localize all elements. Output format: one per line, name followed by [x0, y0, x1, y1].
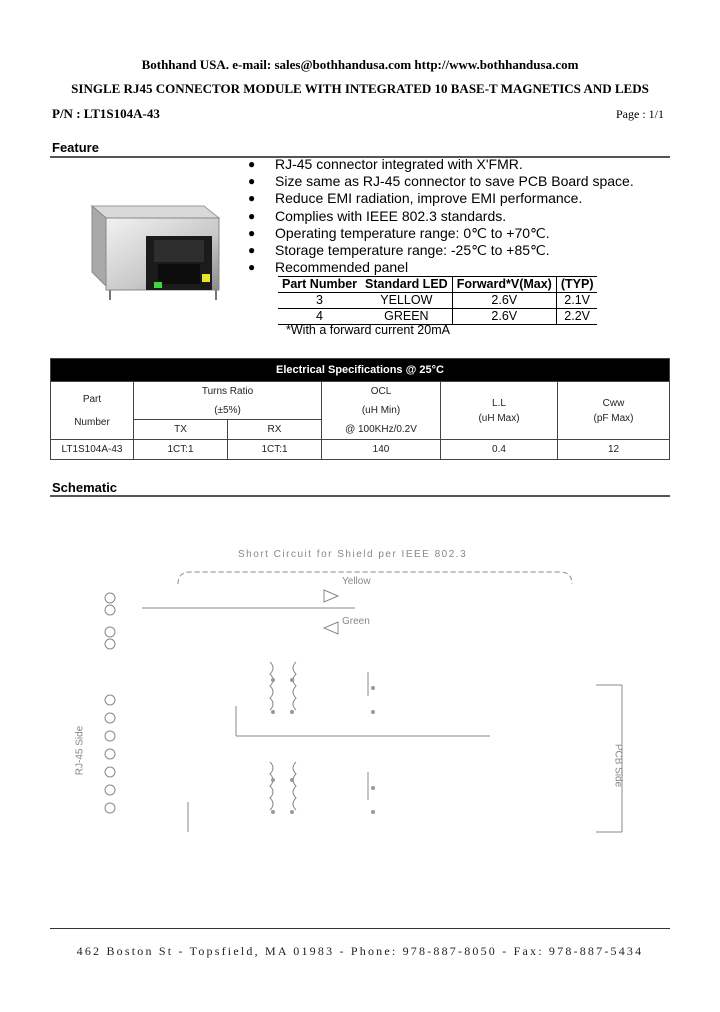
feature-item: ● Complies with IEEE 802.3 standards.	[248, 208, 634, 225]
yellow-led-label: Yellow	[342, 576, 371, 587]
rj45-connector-image	[84, 196, 234, 306]
company-contact: Bothhand USA. e-mail: sales@bothhandusa.com http://www.bothhandusa.com	[141, 57, 579, 72]
feature-item: ● Recommended panel	[248, 259, 634, 276]
ll-unit: (uH Max)	[478, 412, 520, 424]
cww-unit: (pF Max)	[593, 412, 634, 424]
ll-header	[441, 382, 558, 440]
document-title: SINGLE RJ45 CONNECTOR MODULE WITH INTEGRATED 10 BASE-T MAGNETICS AND LEDS	[71, 81, 649, 96]
table-row	[51, 440, 670, 460]
table-row	[278, 293, 597, 309]
spec-cell: 12	[558, 440, 670, 460]
spec-cell: LT1S104A-43	[51, 440, 134, 460]
turns-tolerance: (±5%)	[134, 402, 322, 420]
schematic-divider	[50, 495, 670, 497]
page-number: Page : 1/1	[616, 107, 664, 121]
electrical-title: Electrical Specifications @ 25°C	[51, 359, 670, 382]
part-label: Part	[82, 393, 102, 405]
ll-label: L.L	[492, 397, 506, 409]
electrical-spec-table	[50, 358, 670, 460]
feature-item: ● Operating temperature range: 0℃ to +70℃.	[248, 225, 634, 242]
led-cell: 2.2V	[556, 309, 597, 325]
led-header-part: Part Number	[278, 277, 361, 293]
feature-item: ● RJ-45 connector integrated with X'FMR.	[248, 156, 634, 173]
spec-cell: 1CT:1	[228, 440, 322, 460]
yellow-led	[202, 274, 210, 282]
cww-header	[558, 382, 670, 440]
turns-ratio-header: Turns Ratio	[134, 382, 322, 402]
ocl-condition: @ 100KHz/0.2V	[322, 420, 441, 440]
led-cell: 2.1V	[556, 293, 597, 309]
part-header	[51, 382, 134, 440]
green-led-label: Green	[342, 616, 370, 627]
led-header-forward: Forward*V(Max)	[452, 277, 556, 293]
rx-header: RX	[228, 420, 322, 440]
pcb-side-label: PCB Side	[612, 743, 624, 788]
rj45-side-label: RJ-45 Side	[74, 725, 86, 776]
footer-address: 462 Boston St - Topsfield, MA 01983 - Phone: 978-887-8050 - Fax: 978-887-5434	[76, 944, 644, 958]
led-cell: 3	[278, 293, 361, 309]
footer-divider	[50, 928, 670, 929]
cww-label	[558, 398, 669, 409]
part-number: P/N : LT1S104A-43	[52, 106, 160, 121]
feature-item: ● Size same as RJ-45 connector to save PCB Board space.	[248, 173, 634, 190]
led-cell: 2.6V	[452, 309, 556, 325]
ocl-unit: (uH Min)	[322, 402, 441, 420]
green-led	[154, 282, 162, 288]
spec-cell: 1CT:1	[134, 440, 228, 460]
feature-list	[248, 156, 634, 276]
led-cell: YELLOW	[361, 293, 452, 309]
led-table	[278, 276, 597, 325]
led-cell: 4	[278, 309, 361, 325]
led-note: *With a forward current 20mA	[286, 323, 450, 337]
led-cell: GREEN	[361, 309, 452, 325]
led-header-color: Standard LED	[361, 277, 452, 293]
led-header-typ: (TYP)	[556, 277, 597, 293]
tx-header: TX	[134, 420, 228, 440]
feature-heading: Feature	[52, 140, 99, 155]
feature-item: ● Reduce EMI radiation, improve EMI performance.	[248, 190, 634, 207]
led-cell: 2.6V	[452, 293, 556, 309]
feature-item: ● Storage temperature range: -25℃ to +85℃.	[248, 242, 634, 259]
schematic-diagram	[60, 540, 660, 870]
spec-cell: 0.4	[441, 440, 558, 460]
spec-cell: 140	[322, 440, 441, 460]
shield-note: Short Circuit for Shield per IEEE 802.3	[238, 549, 468, 560]
schematic-heading: Schematic	[52, 480, 118, 495]
number-label: Number	[74, 416, 110, 428]
ocl-header: OCL	[322, 382, 441, 402]
cww-text: Cww	[602, 397, 625, 409]
